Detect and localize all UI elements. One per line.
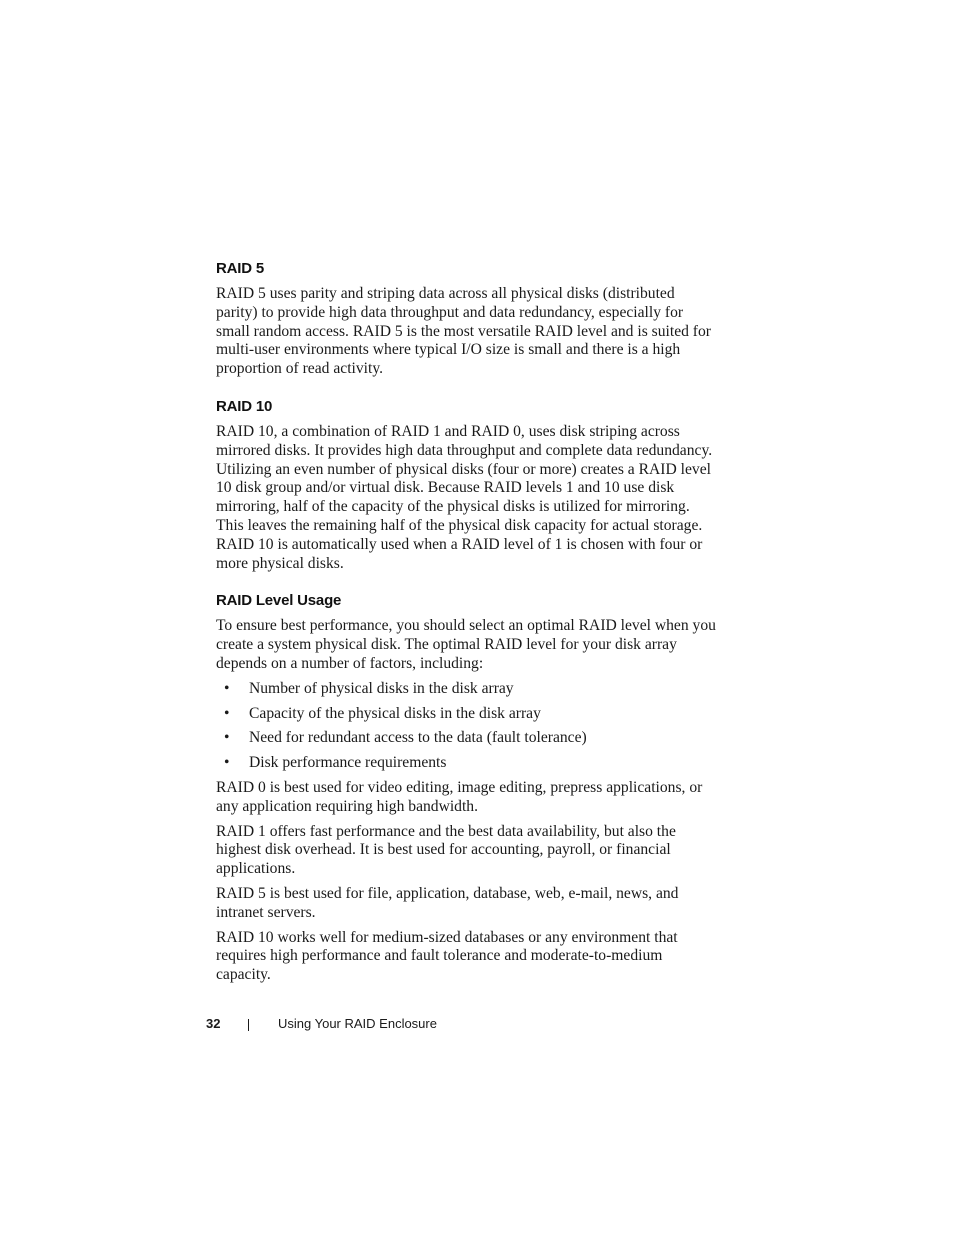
factors-list [216,680,716,773]
body-paragraph: RAID 5 uses parity and striping data across all physical disks (distributed parity) to provide high data throughput and data redundancy, especially for small random access. RAID 5 is the most versatile RAID level and is suited for multi-user environments where typical I/O size is small and there is a high proportion of read activity. [216,285,711,378]
section-heading-raid5: RAID 5 [216,260,264,277]
bullet-icon: • [224,704,230,722]
chapter-title: Using Your RAID Enclosure [278,1016,437,1031]
body-paragraph: RAID 5 is best used for file, application, database, web, e-mail, news, and intranet servers. [216,884,679,921]
body-paragraph: To ensure best performance, you should select an optimal RAID level when you create a system physical disk. The optimal RAID level for your disk array depends on a number of factors, including: [216,617,716,672]
section-heading-raid-level-usage: RAID Level Usage [216,592,342,610]
page-number: 32 [206,1016,221,1031]
body-paragraph: RAID 10 works well for medium-sized databases or any environment that requires high performance and fault tolerance and moderate-to-medium capacity. [216,928,678,984]
list-item: • Capacity of the physical disks in the disk array [224,704,541,722]
page-content [216,259,716,991]
body-paragraph: RAID 0 is best used for video editing, image editing, prepress applications, or any application requiring high bandwidth. [216,778,703,815]
list-item: • Disk performance requirements [224,754,447,772]
body-paragraph: RAID 1 offers fast performance and the best data availability, but also the highest disk overhead. It is best used for accounting, payroll, or financial applications. [216,822,676,878]
body-paragraph: RAID 10, a combination of RAID 1 and RAID 0, uses disk striping across mirrored disks. It provides high data throughput and complete data redundancy. Utilizing an even number of physical disks (four or more) creates a RAID level 10 disk group and/or virtual disk. Because RAID levels 1 and 10 use disk mirroring, half of the capacity of the physical disks is utilized for mirroring. This leaves the remaining half of the physical disk capacity for actual storage. RAID 10 is automatically used when a RAID level of 1 is chosen with four or more physical disks. [216,422,713,572]
bullet-icon: • [224,754,230,772]
list-item: • Number of physical disks in the disk array [224,679,514,697]
list-item: • Need for redundant access to the data (fault tolerance) [224,729,587,747]
footer-separator [248,1019,249,1031]
bullet-icon: • [224,679,230,697]
bullet-icon: • [224,729,230,747]
section-heading-raid10: RAID 10 [216,397,273,415]
